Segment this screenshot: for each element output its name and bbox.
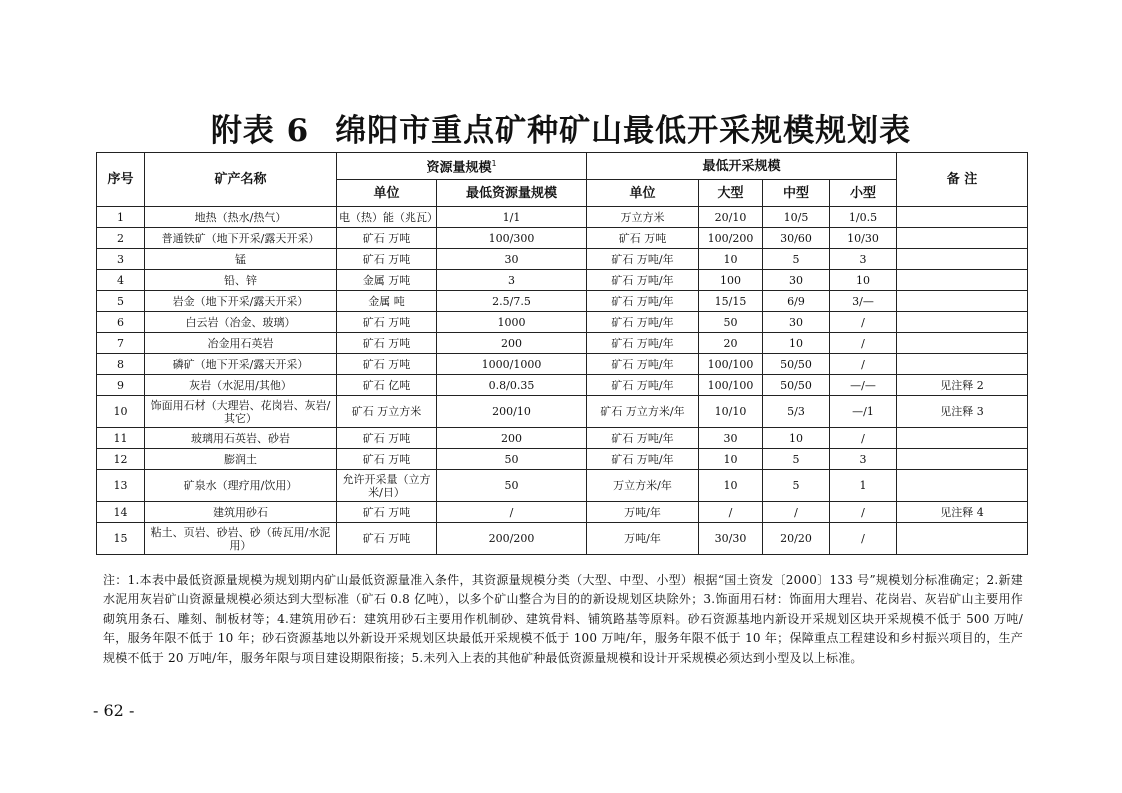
cell-medium: 5 — [763, 449, 830, 470]
cell-large: 100/100 — [699, 375, 763, 396]
cell-mineral: 饰面用石材（大理岩、花岗岩、灰岩/其它） — [145, 396, 337, 428]
cell-res-unit: 矿石 万吨 — [337, 428, 437, 449]
table-row — [97, 428, 1028, 449]
cell-res-unit: 矿石 万吨 — [337, 228, 437, 249]
cell-small: —/— — [830, 375, 897, 396]
cell-min-unit: 矿石 万吨/年 — [587, 354, 699, 375]
cell-remark — [897, 523, 1028, 555]
title-main: 绵阳市重点矿种矿山最低开采规模规划表 — [335, 113, 912, 149]
cell-min-unit: 矿石 万吨/年 — [587, 449, 699, 470]
table-row — [97, 502, 1028, 523]
cell-mineral: 膨润土 — [145, 449, 337, 470]
cell-res-unit: 矿石 万吨 — [337, 449, 437, 470]
cell-remark — [897, 354, 1028, 375]
cell-res-min: 1000 — [437, 312, 587, 333]
cell-min-unit: 万立方米 — [587, 207, 699, 228]
cell-res-min: 200/10 — [437, 396, 587, 428]
cell-large: 10/10 — [699, 396, 763, 428]
cell-medium: 5/3 — [763, 396, 830, 428]
cell-medium: / — [763, 502, 830, 523]
cell-res-unit: 电（热）能（兆瓦） — [337, 207, 437, 228]
cell-res-min: 3 — [437, 270, 587, 291]
cell-large: 30 — [699, 428, 763, 449]
cell-res-min: 1000/1000 — [437, 354, 587, 375]
cell-medium: 10 — [763, 333, 830, 354]
cell-mineral: 玻璃用石英岩、砂岩 — [145, 428, 337, 449]
cell-remark — [897, 291, 1028, 312]
cell-seq: 5 — [97, 291, 145, 312]
cell-mineral: 岩金（地下开采/露天开采） — [145, 291, 337, 312]
table-row — [97, 523, 1028, 555]
cell-seq: 9 — [97, 375, 145, 396]
cell-res-unit: 矿石 万立方米 — [337, 396, 437, 428]
cell-small: 3 — [830, 449, 897, 470]
table-row — [97, 470, 1028, 502]
cell-mineral: 铅、锌 — [145, 270, 337, 291]
cell-res-min: / — [437, 502, 587, 523]
header-res-unit: 单位 — [337, 180, 437, 207]
cell-res-unit: 矿石 万吨 — [337, 333, 437, 354]
table-row — [97, 291, 1028, 312]
cell-small: —/1 — [830, 396, 897, 428]
cell-large: 100 — [699, 270, 763, 291]
cell-small: / — [830, 312, 897, 333]
cell-medium: 50/50 — [763, 375, 830, 396]
header-resource-group — [337, 153, 587, 180]
mining-scale-table — [96, 152, 1028, 555]
cell-seq: 13 — [97, 470, 145, 502]
cell-medium: 30 — [763, 270, 830, 291]
cell-min-unit: 矿石 万吨/年 — [587, 333, 699, 354]
cell-remark — [897, 449, 1028, 470]
cell-mineral: 粘土、页岩、砂岩、砂（砖瓦用/水泥用） — [145, 523, 337, 555]
header-small: 小型 — [830, 180, 897, 207]
cell-min-unit: 万吨/年 — [587, 523, 699, 555]
table-row — [97, 312, 1028, 333]
cell-seq: 4 — [97, 270, 145, 291]
header-mining-group: 最低开采规模 — [587, 153, 897, 180]
cell-medium: 10 — [763, 428, 830, 449]
header-seq: 序号 — [97, 153, 145, 207]
cell-res-min: 2.5/7.5 — [437, 291, 587, 312]
cell-res-unit: 矿石 万吨 — [337, 354, 437, 375]
cell-medium: 30 — [763, 312, 830, 333]
table-row — [97, 354, 1028, 375]
cell-remark — [897, 270, 1028, 291]
cell-res-min: 200/200 — [437, 523, 587, 555]
cell-remark — [897, 470, 1028, 502]
cell-seq: 11 — [97, 428, 145, 449]
table-row — [97, 228, 1028, 249]
cell-small: / — [830, 502, 897, 523]
cell-large: 20/10 — [699, 207, 763, 228]
cell-res-unit: 矿石 万吨 — [337, 523, 437, 555]
cell-seq: 3 — [97, 249, 145, 270]
cell-large: 20 — [699, 333, 763, 354]
table-row — [97, 249, 1028, 270]
cell-min-unit: 万立方米/年 — [587, 470, 699, 502]
header-min-unit: 单位 — [587, 180, 699, 207]
cell-large: / — [699, 502, 763, 523]
cell-seq: 6 — [97, 312, 145, 333]
cell-medium: 5 — [763, 249, 830, 270]
cell-seq: 1 — [97, 207, 145, 228]
cell-large: 100/100 — [699, 354, 763, 375]
cell-small: 10 — [830, 270, 897, 291]
table-notes: 注：1.本表中最低资源量规模为规划期内矿山最低资源量准入条件，其资源量规模分类（大型、中型、小型）根据“国土资发〔2000〕133 号”规模划分标准确定；2.新建水泥用灰岩矿山资源量规模必须达到大型标准（矿石 0.8 亿吨），以多个矿山整合为目的的新设规划区块除外；3.饰面用石材：饰面用大理岩、花岗岩、灰岩矿山主要用作砌筑用条石、雕刻、制板材等；4.建筑用砂石：建筑用砂石主要用作机制砂、建筑骨料、铺筑路基等原料。砂石资源基地内新设开采规划区块开采规模不低于 500 万吨/年，服务年限不低于 10 年；砂石资源基地以外新设开采规划区块最低开采规模不低于 100 万吨/年，服务年限不低于 10 年；保障重点工程建设和乡村振兴项目的，生产规模不低于 20 万吨/年，服务年限与项目建设期限衔接；5.未列入上表的其他矿种最低资源量规模和设计开采规模必须达到小型及以上标准。 — [103, 573, 1023, 665]
cell-min-unit: 矿石 万吨 — [587, 228, 699, 249]
cell-large: 30/30 — [699, 523, 763, 555]
table-row — [97, 270, 1028, 291]
cell-res-min: 50 — [437, 470, 587, 502]
cell-remark — [897, 249, 1028, 270]
page-title — [0, 112, 1122, 150]
cell-seq: 12 — [97, 449, 145, 470]
cell-medium: 30/60 — [763, 228, 830, 249]
cell-res-min: 200 — [437, 428, 587, 449]
cell-res-min: 50 — [437, 449, 587, 470]
cell-seq: 14 — [97, 502, 145, 523]
cell-remark — [897, 333, 1028, 354]
cell-res-unit: 允许开采量（立方米/日） — [337, 470, 437, 502]
header-resource-footnote: 1 — [491, 159, 497, 169]
header-large: 大型 — [699, 180, 763, 207]
cell-mineral: 矿泉水（理疗用/饮用） — [145, 470, 337, 502]
cell-mineral: 磷矿（地下开采/露天开采） — [145, 354, 337, 375]
header-remark: 备 注 — [897, 153, 1028, 207]
table-row — [97, 449, 1028, 470]
title-prefix: 附表 6 — [210, 113, 310, 149]
cell-seq: 10 — [97, 396, 145, 428]
cell-mineral: 普通铁矿（地下开采/露天开采） — [145, 228, 337, 249]
cell-res-unit: 金属 吨 — [337, 291, 437, 312]
cell-small: 10/30 — [830, 228, 897, 249]
cell-seq: 15 — [97, 523, 145, 555]
table-row — [97, 396, 1028, 428]
cell-small: 3/— — [830, 291, 897, 312]
cell-seq: 7 — [97, 333, 145, 354]
cell-min-unit: 矿石 万吨/年 — [587, 270, 699, 291]
cell-small: / — [830, 428, 897, 449]
header-res-min: 最低资源量规模 — [437, 180, 587, 207]
cell-res-unit: 矿石 万吨 — [337, 312, 437, 333]
cell-res-unit: 金属 万吨 — [337, 270, 437, 291]
table-row — [97, 375, 1028, 396]
cell-mineral: 冶金用石英岩 — [145, 333, 337, 354]
cell-min-unit: 万吨/年 — [587, 502, 699, 523]
cell-medium: 10/5 — [763, 207, 830, 228]
cell-res-min: 0.8/0.35 — [437, 375, 587, 396]
cell-res-min: 100/300 — [437, 228, 587, 249]
cell-remark: 见注释 4 — [897, 502, 1028, 523]
table-row — [97, 333, 1028, 354]
cell-res-min: 1/1 — [437, 207, 587, 228]
cell-remark: 见注释 2 — [897, 375, 1028, 396]
cell-remark: 见注释 3 — [897, 396, 1028, 428]
cell-mineral: 灰岩（水泥用/其他） — [145, 375, 337, 396]
cell-mineral: 白云岩（冶金、玻璃） — [145, 312, 337, 333]
cell-small: 3 — [830, 249, 897, 270]
cell-mineral: 锰 — [145, 249, 337, 270]
cell-min-unit: 矿石 万吨/年 — [587, 312, 699, 333]
cell-large: 15/15 — [699, 291, 763, 312]
cell-remark — [897, 312, 1028, 333]
cell-mineral: 建筑用砂石 — [145, 502, 337, 523]
cell-remark — [897, 428, 1028, 449]
cell-mineral: 地热（热水/热气） — [145, 207, 337, 228]
cell-seq: 2 — [97, 228, 145, 249]
cell-large: 10 — [699, 470, 763, 502]
header-resource-label: 资源量规模 — [426, 160, 492, 176]
cell-min-unit: 矿石 万吨/年 — [587, 375, 699, 396]
cell-medium: 20/20 — [763, 523, 830, 555]
cell-res-min: 30 — [437, 249, 587, 270]
cell-medium: 6/9 — [763, 291, 830, 312]
cell-remark — [897, 228, 1028, 249]
table-row — [97, 207, 1028, 228]
cell-large: 10 — [699, 249, 763, 270]
cell-small: / — [830, 333, 897, 354]
page-number: - 62 - — [93, 701, 135, 720]
header-medium: 中型 — [763, 180, 830, 207]
cell-res-unit: 矿石 亿吨 — [337, 375, 437, 396]
cell-min-unit: 矿石 万吨/年 — [587, 249, 699, 270]
cell-seq: 8 — [97, 354, 145, 375]
cell-medium: 5 — [763, 470, 830, 502]
cell-min-unit: 矿石 万吨/年 — [587, 291, 699, 312]
cell-large: 50 — [699, 312, 763, 333]
cell-res-min: 200 — [437, 333, 587, 354]
cell-small: 1/0.5 — [830, 207, 897, 228]
header-mineral: 矿产名称 — [145, 153, 337, 207]
table-body — [97, 207, 1028, 555]
cell-large: 100/200 — [699, 228, 763, 249]
cell-min-unit: 矿石 万吨/年 — [587, 428, 699, 449]
cell-large: 10 — [699, 449, 763, 470]
cell-res-unit: 矿石 万吨 — [337, 502, 437, 523]
cell-small: 1 — [830, 470, 897, 502]
cell-min-unit: 矿石 万立方米/年 — [587, 396, 699, 428]
cell-res-unit: 矿石 万吨 — [337, 249, 437, 270]
cell-small: / — [830, 354, 897, 375]
cell-medium: 50/50 — [763, 354, 830, 375]
cell-remark — [897, 207, 1028, 228]
cell-small: / — [830, 523, 897, 555]
